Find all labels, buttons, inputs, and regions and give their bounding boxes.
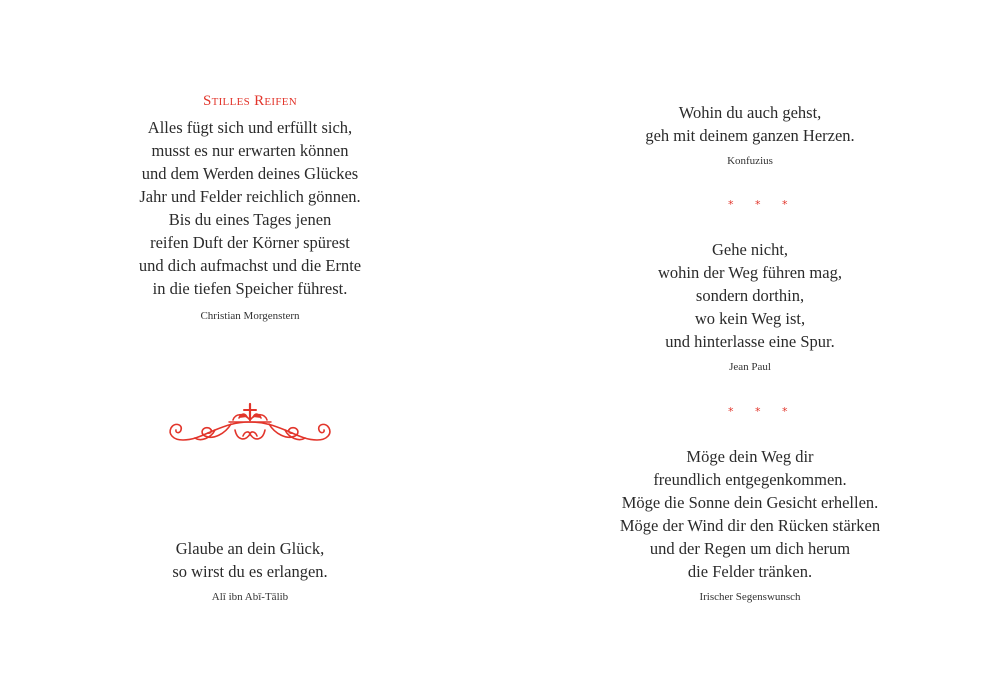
quote-line: und der Regen um dich herum [649, 539, 851, 558]
quote-line: Gehe nicht, [711, 240, 789, 259]
poem-line: Jahr und Felder reichlich gönnen. [139, 187, 361, 206]
quote-line: die Felder tränken. [687, 562, 813, 581]
quote-line: geh mit deinem ganzen Herzen. [645, 126, 855, 145]
quote-konfuzius [525, 101, 975, 167]
poem-stilles-reifen [50, 93, 450, 322]
quote-line: wo kein Weg ist, [694, 309, 806, 328]
quote-jean-paul [525, 238, 975, 373]
poem-line: Alles fügt sich und erfüllt sich, [147, 118, 353, 137]
quote-author: Konfuzius [727, 155, 773, 167]
poem-line: und dich aufmachst und die Ernte [138, 256, 362, 275]
star-separator: * * * [728, 198, 797, 211]
poem-line: musst es nur erwarten können [151, 141, 349, 160]
quote-line: so wirst du es erlangen. [172, 562, 328, 581]
poem-author: Christian Morgenstern [200, 310, 300, 322]
poem-line: reifen Duft der Körner spürest [150, 233, 350, 252]
poem-title: Stilles Reifen [202, 93, 298, 109]
poem-line: und dem Werden deines Glückes [141, 164, 359, 183]
quote-line: Glaube an dein Glück, [175, 539, 325, 558]
quote-line: und hinterlasse eine Spur. [665, 332, 835, 351]
quote-line: Möge die Sonne dein Gesicht erhellen. [621, 493, 879, 512]
quote-author: Alī ibn Abī-Tālib [211, 591, 289, 603]
quote-line: sondern dorthin, [695, 286, 805, 305]
poem-line: Bis du eines Tages jenen [168, 210, 332, 229]
quote-glueck [50, 537, 450, 603]
star-separator: * * * [728, 405, 797, 418]
quote-line: Wohin du auch gehst, [678, 103, 822, 122]
quote-line: wohin der Weg führen mag, [658, 263, 842, 282]
poem-line: in die tiefen Speicher führest. [152, 279, 348, 298]
right-page [500, 0, 1000, 700]
flourish-ornament-icon [165, 400, 335, 450]
quote-author: Jean Paul [729, 361, 771, 373]
quote-irischer-segen [525, 445, 975, 603]
quote-line: freundlich entgegenkommen. [653, 470, 847, 489]
quote-author: Irischer Segenswunsch [699, 591, 801, 603]
quote-line: Möge der Wind dir den Rücken stärken [619, 516, 881, 535]
quote-line: Möge dein Weg dir [686, 447, 814, 466]
